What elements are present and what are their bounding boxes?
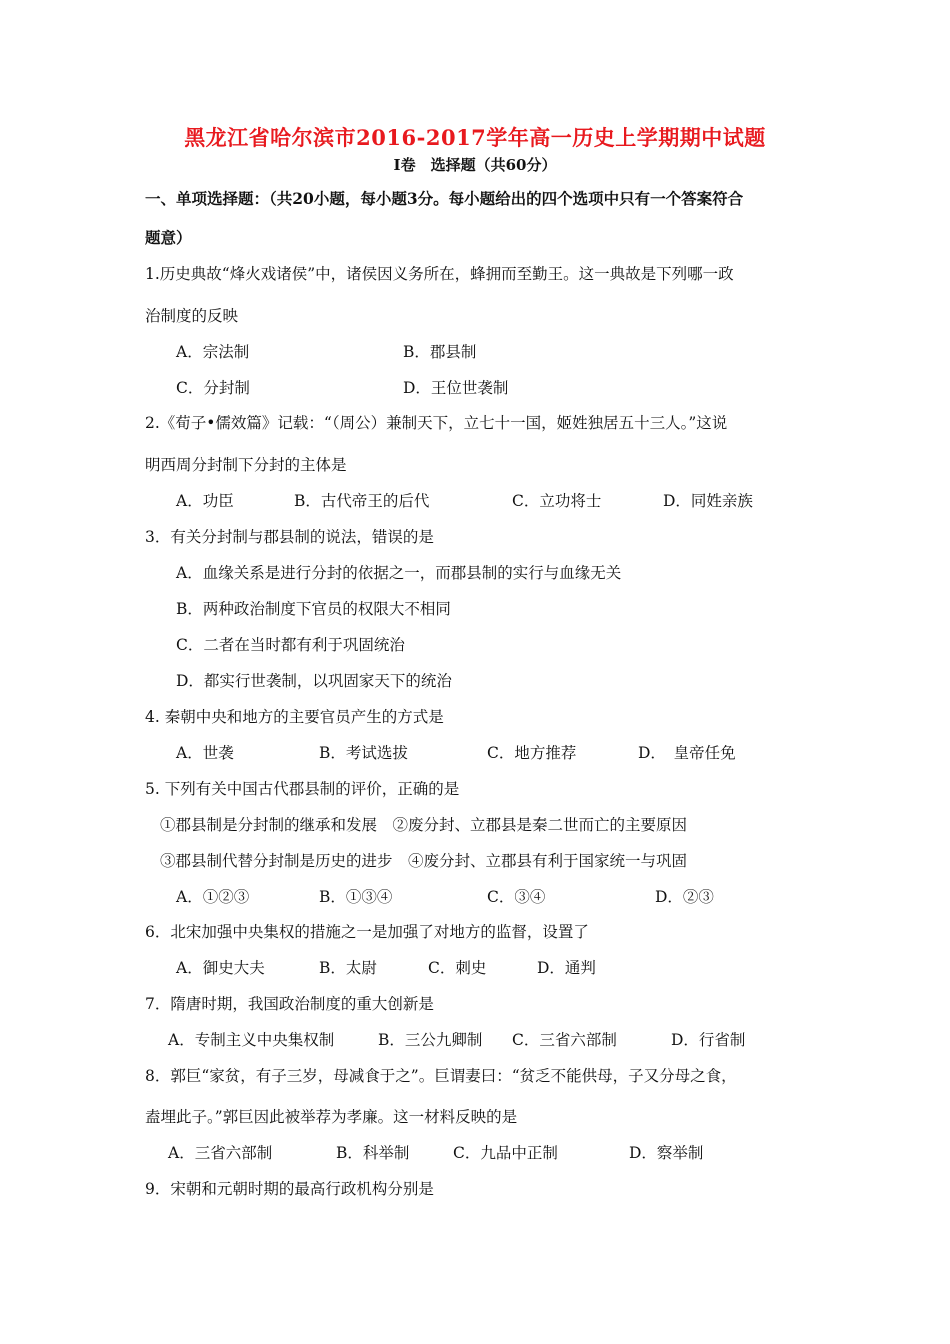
question-9-stem: 9．宋朝和元朝时期的最高行政机构分别是 <box>145 1180 434 1198</box>
section-heading: 一、单项选择题：（共20小题，每小题3分。每小题给出的四个选项中只有一个答案符合 <box>145 189 744 208</box>
question-2-option-c: C．立功将士 <box>512 492 602 510</box>
question-6-option-d: D．通判 <box>537 959 596 977</box>
question-5-statement-1: ①郡县制是分封制的继承和发展 ②废分封、立郡县是秦二世而亡的主要原因 <box>160 816 688 834</box>
question-3-option-d: D．都实行世袭制，以巩固家天下的统治 <box>176 672 452 690</box>
question-8-option-c: C．九品中正制 <box>453 1144 558 1162</box>
question-1-option-b: B．郡县制 <box>403 343 477 361</box>
question-3-option-c: C．二者在当时都有利于巩固统治 <box>176 636 405 654</box>
section-subtitle: Ⅰ卷 选择题（共60分） <box>393 156 557 174</box>
question-4-option-c: C．地方推荐 <box>487 744 577 762</box>
question-3-stem: 3．有关分封制与郡县制的说法，错误的是 <box>145 528 434 546</box>
section-heading-cont: 题意） <box>145 228 192 247</box>
question-1-option-a: A．宗法制 <box>176 343 250 361</box>
question-5-option-a: A．①②③ <box>176 888 250 906</box>
question-1-option-c: C．分封制 <box>176 379 250 397</box>
question-6-option-a: A．御史大夫 <box>176 959 265 977</box>
question-8-stem: 8．郭巨“家贫，有子三岁，母减食于之”。巨谓妻曰：“贫乏不能供母，子又分母之食， <box>145 1067 737 1085</box>
question-8-stem-cont: 盍埋此子。”郭巨因此被举荐为孝廉。这一材料反映的是 <box>145 1108 518 1126</box>
question-5-option-d: D．②③ <box>655 888 714 906</box>
question-7-option-c: C．三省六部制 <box>512 1031 617 1049</box>
question-8-option-d: D．察举制 <box>629 1144 704 1162</box>
question-7-option-b: B．三公九卿制 <box>378 1031 483 1049</box>
question-8-option-b: B．科举制 <box>336 1144 410 1162</box>
question-6-option-c: C．刺史 <box>428 959 487 977</box>
question-7-stem: 7．隋唐时期，我国政治制度的重大创新是 <box>145 995 434 1013</box>
question-5-statement-2: ③郡县制代替分封制是历史的进步 ④废分封、立郡县有利于国家统一与巩固 <box>160 852 688 870</box>
question-4-option-a: A．世袭 <box>176 744 234 762</box>
question-4-stem: 4. 秦朝中央和地方的主要官员产生的方式是 <box>145 708 444 726</box>
question-2-stem: 2.《荀子•儒效篇》记载：“（周公）兼制天下，立七十一国，姬姓独居五十三人。”这说 <box>145 414 728 432</box>
question-2-stem-cont: 明西周分封制下分封的主体是 <box>145 456 347 474</box>
question-3-option-b: B．两种政治制度下官员的权限大不相同 <box>176 600 451 618</box>
question-1-option-d: D．王位世袭制 <box>403 379 509 397</box>
question-7-option-d: D．行省制 <box>671 1031 746 1049</box>
question-5-option-b: B．①③④ <box>319 888 393 906</box>
question-5-option-c: C．③④ <box>487 888 546 906</box>
question-1-stem: 1.历史典故“烽火戏诸侯”中，诸侯因义务所在，蜂拥而至勤王。这一典故是下列哪一政 <box>145 265 734 283</box>
question-4-option-b: B．考试选拔 <box>319 744 408 762</box>
page-title: 黑龙江省哈尔滨市2016-2017学年高一历史上学期期中试题 <box>184 125 766 150</box>
question-5-stem: 5. 下列有关中国古代郡县制的评价，正确的是 <box>145 780 460 798</box>
question-2-option-a: A．功臣 <box>176 492 234 510</box>
question-6-stem: 6．北宋加强中央集权的措施之一是加强了对地方的监督，设置了 <box>145 923 589 941</box>
question-6-option-b: B．太尉 <box>319 959 377 977</box>
question-3-option-a: A．血缘关系是进行分封的依据之一，而郡县制的实行与血缘无关 <box>176 564 622 582</box>
question-2-option-b: B．古代帝王的后代 <box>294 492 430 510</box>
question-1-stem-cont: 治制度的反映 <box>145 307 239 325</box>
question-7-option-a: A．专制主义中央集权制 <box>168 1031 335 1049</box>
question-2-option-d: D．同姓亲族 <box>663 492 753 510</box>
question-4-option-d: D． 皇帝任免 <box>638 744 736 762</box>
question-8-option-a: A．三省六部制 <box>168 1144 273 1162</box>
